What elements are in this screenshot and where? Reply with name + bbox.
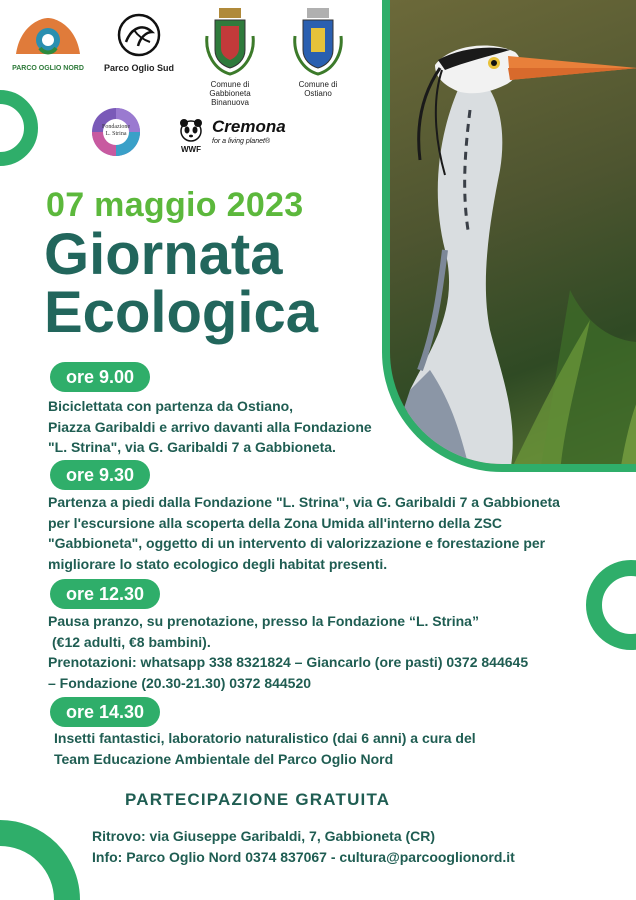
event-title-line1: Giornata [44, 222, 283, 287]
gabbioneta-coat-of-arms-icon [201, 6, 259, 78]
time-badge-0930: ore 9.30 [50, 460, 150, 490]
gabbioneta-caption-line1: Comune di [210, 80, 250, 89]
parco-oglio-sud-emblem-icon [116, 12, 162, 58]
schedule-text-0900 [48, 396, 372, 458]
ostiano-logo [285, 6, 351, 98]
schedule-line: per l'escursione alla scoperta della Zona Umida all'interno della ZSC [48, 514, 503, 531]
decorative-ring-left [0, 90, 38, 166]
schedule-line: Insetti fantastici, laboratorio naturalistico (dai 6 anni) a cura del [54, 730, 476, 746]
schedule-line: Pausa pranzo, su prenotazione, presso la Fondazione “L. Strina” [48, 613, 479, 629]
schedule-text-1230 [48, 611, 528, 693]
fondazione-strina-logo [88, 106, 144, 158]
schedule-line: – Fondazione (20.30-21.30) 0372 844520 [48, 674, 312, 691]
decorative-ring-right [586, 560, 636, 650]
schedule-line: (€12 adulti, €8 bambini). [52, 633, 211, 650]
schedule-line: Team Educazione Ambientale del Parco Oglio Nord [54, 750, 394, 767]
ostiano-caption-line2: Ostiano [304, 89, 332, 98]
parco-oglio-nord-emblem-icon [10, 14, 86, 62]
schedule-line: Piazza Garibaldi e arrivo davanti alla Fondazione [48, 418, 372, 435]
schedule-line: "L. Strina", via G. Garibaldi 7 a Gabbioneta. [48, 439, 336, 455]
ostiano-caption-line1: Comune di [298, 80, 338, 89]
schedule-line: Partenza a piedi dalla Fondazione "L. Strina", via G. Garibaldi 7 a Gabbioneta [48, 494, 560, 510]
wwf-tagline: for a living planet® [212, 138, 271, 145]
schedule-line: Biciclettata con partenza da Ostiano, [48, 398, 294, 414]
event-title-line2: Ecologica [44, 280, 318, 345]
time-badge-0900: ore 9.00 [50, 362, 150, 392]
schedule-line: "Gabbioneta", oggetto di un intervento di valorizzazione e forestazione per [48, 535, 546, 551]
parco-oglio-nord-caption: PARCO OGLIO NORD [12, 65, 84, 72]
event-date: 07 maggio 2023 [46, 186, 304, 224]
ostiano-coat-of-arms-icon [289, 6, 347, 78]
parco-oglio-sud-logo [98, 12, 180, 73]
wwf-brand: WWF [181, 145, 201, 154]
event-title [44, 222, 318, 345]
wwf-cremona-logo [176, 118, 296, 154]
schedule-text-0930 [48, 492, 560, 574]
schedule-text-1430 [54, 728, 476, 769]
gabbioneta-logo [190, 6, 270, 107]
panda-icon [178, 118, 204, 144]
schedule-line: Prenotazioni: whatsapp 338 8321824 – Giancarlo (ore pasti) 0372 844645 [48, 654, 529, 670]
time-badge-1430: ore 14.30 [50, 697, 160, 727]
contact-info: Info: Parco Oglio Nord 0374 837067 - cultura@parcooglionord.it [92, 849, 515, 865]
gabbioneta-caption-line2: Gabbioneta Binanuova [209, 89, 251, 107]
schedule-line: migliorare lo stato ecologico degli habitat presenti. [48, 555, 388, 572]
fondazione-caption-line2: L. Strina [105, 131, 127, 137]
meeting-point: Ritrovo: via Giuseppe Garibaldi, 7, Gabbioneta (CR) [92, 828, 436, 844]
fondazione-caption-line1: Fondazione [102, 124, 130, 130]
heron-photo [382, 0, 636, 472]
parco-oglio-sud-caption: Parco Oglio Sud [103, 63, 174, 73]
heron-icon [390, 0, 636, 472]
decorative-ring-bottom [0, 820, 80, 900]
free-participation-headline: PARTECIPAZIONE GRATUITA [125, 790, 391, 809]
parco-oglio-nord-logo [10, 14, 86, 73]
time-badge-1230: ore 12.30 [50, 579, 160, 609]
wwf-city: Cremona [212, 117, 286, 136]
